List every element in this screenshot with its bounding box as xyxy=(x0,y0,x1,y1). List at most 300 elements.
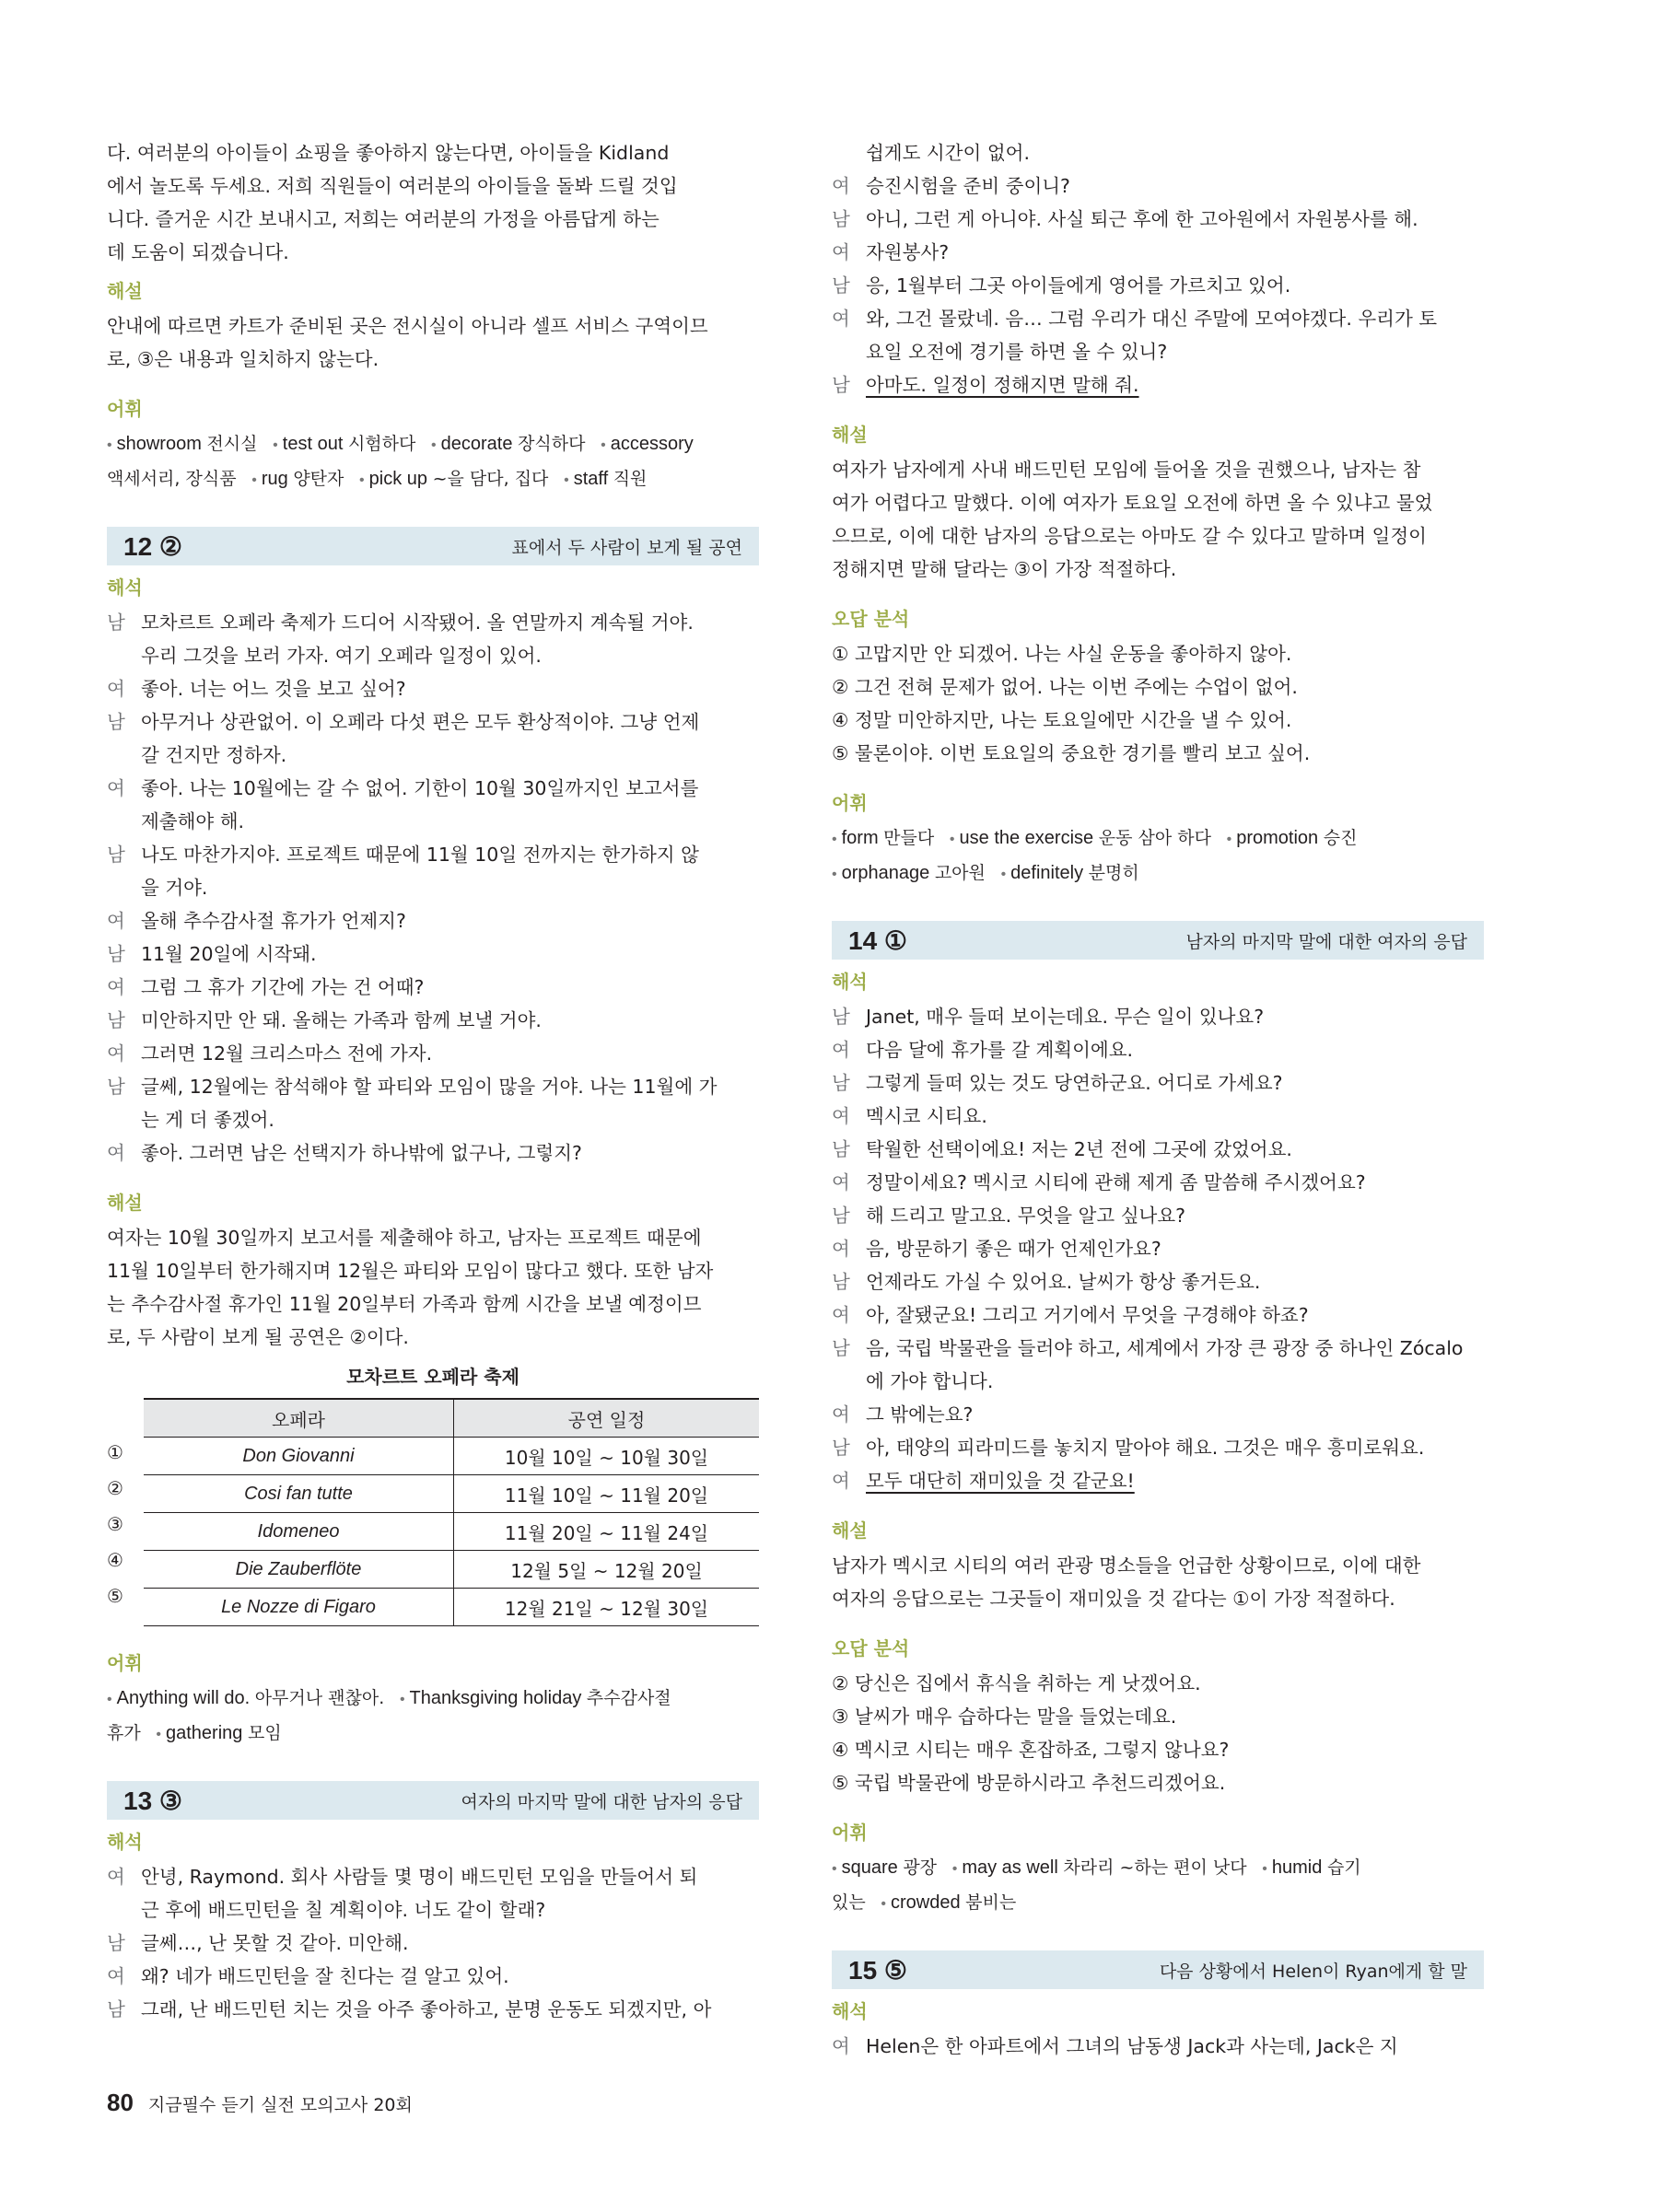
opera-row xyxy=(144,1589,759,1626)
speaker: 여 xyxy=(832,241,850,263)
q14-explanation xyxy=(832,1549,1484,1615)
q14-header-bar xyxy=(832,921,1484,960)
opera-name: Don Giovanni xyxy=(144,1438,454,1475)
dialog-text: 그렇게 들떠 있는 것도 당연하군요. 어디로 가세요? xyxy=(866,1072,1283,1094)
opera-col-header: 오페라 xyxy=(144,1399,454,1438)
dialog-text: 을 거야. xyxy=(141,877,208,899)
dialog-text: 정말이세요? 멕시코 시티에 관해 제게 좀 말씀해 주시겠어요? xyxy=(866,1171,1366,1193)
opera-row xyxy=(144,1475,759,1513)
text-line: 11월 10일부터 한가해지며 12월은 파티와 모임이 많다고 했다. 또한 남자 xyxy=(107,1260,714,1282)
q12-topic: 표에서 두 사람이 보게 될 공연 xyxy=(511,537,742,558)
speaker: 여 xyxy=(107,1142,125,1164)
bullet-icon: • xyxy=(107,1692,112,1707)
vocab-meaning: 추수감사절 xyxy=(586,1688,671,1708)
vocab-word: form xyxy=(841,828,879,848)
vocab-meaning: 전시실 xyxy=(206,434,258,454)
opera-row xyxy=(144,1438,759,1475)
text-line: 정해지면 말해 달라는 ③이 가장 적절하다. xyxy=(832,558,1177,580)
speaker: 남 xyxy=(832,1072,850,1094)
q14-explain-label: 해설 xyxy=(832,1519,868,1542)
vocab-meaning: 만들다 xyxy=(883,828,935,848)
dialog-line xyxy=(832,1033,1484,1066)
speaker: 여 xyxy=(107,910,125,932)
vocab-word: test out xyxy=(282,434,344,454)
dialog-text: 아, 태양의 피라미드를 놓치지 말아야 해요. 그것은 매우 흥미로워요. xyxy=(866,1437,1425,1459)
vocab-line xyxy=(832,821,1484,856)
dialog-text: 모차르트 오페라 축제가 드디어 시작됐어. 올 연말까지 계속될 거야. xyxy=(141,611,694,634)
speaker: 남 xyxy=(107,1009,125,1031)
dialog-line xyxy=(832,169,1484,203)
dialog-text: 갈 건지만 정하자. xyxy=(141,744,287,766)
opera-name: Die Zauberflöte xyxy=(144,1551,454,1589)
wrong-option: ⑤ 국립 박물관에 방문하시라고 추천드리겠어요. xyxy=(832,1772,1226,1794)
vocab-word: square xyxy=(841,1857,898,1878)
q13-trans-label: 해석 xyxy=(107,1831,143,1853)
q11-vocab-label: 어휘 xyxy=(107,398,143,420)
wrong-option: ④ 멕시코 시티는 매우 혼잡하죠, 그렇지 않나요? xyxy=(832,1739,1230,1761)
dialog-line xyxy=(832,1199,1484,1232)
dialog-text: 해 드리고 말고요. 무엇을 알고 싶나요? xyxy=(866,1205,1186,1227)
speaker xyxy=(107,739,141,772)
text-line: 남자가 멕시코 시티의 여러 관광 명소들을 언급한 상황이므로, 이에 대한 xyxy=(832,1554,1421,1577)
vocab-word: rug xyxy=(261,469,288,489)
dialog-line xyxy=(107,1893,759,1927)
q13-answer-line xyxy=(832,368,1484,402)
dialog-text: 우리 그것을 보러 가자. 여기 오페라 일정이 있어. xyxy=(141,645,542,667)
vocab-line xyxy=(832,856,1484,891)
dialog-line xyxy=(107,1103,759,1136)
bullet-icon: • xyxy=(359,472,365,488)
q15-number: 15 ⑤ xyxy=(848,1955,908,1985)
bullet-icon: • xyxy=(431,437,437,453)
q14-answer-line xyxy=(832,1464,1484,1497)
bullet-icon: • xyxy=(832,832,837,847)
dialog-line xyxy=(107,1960,759,1993)
vocab-meaning: 광장 xyxy=(903,1857,938,1878)
vocab-meaning: 분명히 xyxy=(1088,863,1139,883)
speaker: 남 xyxy=(832,274,850,297)
bullet-icon: • xyxy=(156,1727,161,1742)
q12-dialog xyxy=(107,606,759,1170)
text-line: 는 추수감사절 휴가인 11월 20일부터 가족과 함께 시간을 보낼 예정이므 xyxy=(107,1293,702,1315)
text-line: 로, 두 사람이 보게 될 공연은 ②이다. xyxy=(107,1326,409,1348)
speaker: 남 xyxy=(832,374,850,396)
speaker: 남 xyxy=(832,1271,850,1293)
q13-vocabulary xyxy=(832,821,1484,891)
speaker: 남 xyxy=(832,1205,850,1227)
q13-explain-label: 해설 xyxy=(832,424,868,446)
q11-explanation xyxy=(107,309,759,376)
opera-choice-numbers xyxy=(107,1398,144,1626)
vocab-meaning: 고아원 xyxy=(934,863,986,883)
dialog-line xyxy=(832,1332,1484,1365)
answer-sentence: 모두 대단히 재미있을 것 같군요! xyxy=(866,1470,1135,1492)
q14-wrong-label: 오답 분석 xyxy=(832,1637,910,1659)
vocab-meaning: 액세서리, 장식품 xyxy=(107,469,237,489)
q13-header-bar xyxy=(107,1781,759,1820)
vocab-word: gathering xyxy=(166,1723,243,1743)
dialog-text: Helen은 한 아파트에서 그녀의 남동생 Jack과 사는데, Jack은 지 xyxy=(866,2035,1398,2057)
bullet-icon: • xyxy=(273,437,278,453)
vocab-meaning: 승진 xyxy=(1323,828,1358,848)
dialog-text: 요일 오전에 경기를 하면 올 수 있니? xyxy=(866,341,1168,363)
dialog-text: 음, 방문하기 좋은 때가 언제인가요? xyxy=(866,1238,1161,1260)
dialog-text: 좋아. 그러면 남은 선택지가 하나밖에 없구나, 그렇지? xyxy=(141,1142,582,1164)
vocab-word: decorate xyxy=(440,434,513,454)
q12-vocab-label: 어휘 xyxy=(107,1652,143,1674)
schedule-col-header: 공연 일정 xyxy=(454,1399,760,1438)
q14-wrong-options xyxy=(832,1667,1484,1799)
dialog-text: 언제라도 가실 수 있어요. 날씨가 항상 좋거든요. xyxy=(866,1271,1261,1293)
opera-name: Idomeneo xyxy=(144,1513,454,1551)
vocab-meaning: 붐비는 xyxy=(965,1892,1017,1913)
vocab-meaning: 양탄자 xyxy=(293,469,344,489)
dialog-text: 아니, 그런 게 아니야. 사실 퇴근 후에 한 고아원에서 자원봉사를 해. xyxy=(866,208,1418,230)
q14-dialog xyxy=(832,1000,1484,1464)
text-line: 여가 어렵다고 말했다. 이에 여자가 토요일 오전에 하면 올 수 있냐고 물었 xyxy=(832,492,1433,514)
wrong-option: ② 당신은 집에서 휴식을 취하는 게 낫겠어요. xyxy=(832,1672,1201,1694)
opera-table-title: 모차르트 오페라 축제 xyxy=(346,1366,519,1388)
wrong-option: ④ 정말 미안하지만, 나는 토요일에만 시간을 낼 수 있어. xyxy=(832,709,1292,731)
text-line: 데 도움이 되겠습니다. xyxy=(107,241,289,263)
dialog-line xyxy=(832,236,1484,269)
dialog-line xyxy=(832,1398,1484,1431)
bullet-icon: • xyxy=(832,1861,837,1877)
dialog-line xyxy=(107,772,759,805)
dialog-line xyxy=(107,805,759,838)
q12-explanation xyxy=(107,1221,759,1354)
dialog-text: 좋아. 너는 어느 것을 보고 싶어? xyxy=(141,678,406,700)
dialog-text: 음, 국립 박물관을 들러야 하고, 세계에서 가장 큰 광장 중 하나인 Zócalo xyxy=(866,1337,1464,1359)
vocab-line xyxy=(832,1851,1484,1886)
q14-number: 14 ① xyxy=(848,926,908,955)
dialog-line xyxy=(832,1166,1484,1199)
vocab-word: accessory xyxy=(610,434,694,454)
q12-header-bar xyxy=(107,527,759,565)
dialog-line xyxy=(107,838,759,871)
speaker: 여 xyxy=(107,1866,125,1888)
vocab-meaning: 직원 xyxy=(613,469,648,489)
dialog-text: 왜? 네가 배드민턴을 잘 친다는 걸 알고 있어. xyxy=(141,1965,509,1987)
speaker xyxy=(107,871,141,904)
opera-dates: 10월 10일 ~ 10월 30일 xyxy=(454,1438,760,1475)
wrong-option: ⑤ 물론이야. 이번 토요일의 중요한 경기를 빨리 보고 싶어. xyxy=(832,742,1311,764)
q13-wrong-options xyxy=(832,637,1484,770)
opera-row xyxy=(144,1551,759,1589)
choice-number: ② xyxy=(107,1477,123,1499)
dialog-text: 다음 달에 휴가를 갈 계획이에요. xyxy=(866,1039,1134,1061)
opera-table xyxy=(144,1398,759,1626)
dialog-line xyxy=(107,871,759,904)
speaker xyxy=(107,1103,141,1136)
text-line: 으므로, 이에 대한 남자의 응답으로는 아마도 갈 수 있다고 말하며 일정이 xyxy=(832,525,1427,547)
dialog-text: 11월 20일에 시작돼. xyxy=(141,943,317,965)
q13-vocab-label: 어휘 xyxy=(832,792,868,814)
vocab-meaning: 모임 xyxy=(247,1723,282,1743)
q14-vocab-label: 어휘 xyxy=(832,1822,868,1844)
book-title: 지금필수 듣기 실전 모의고사 20회 xyxy=(147,2095,413,2115)
vocab-word: crowded xyxy=(891,1892,961,1913)
speaker: 여 xyxy=(832,2035,850,2057)
speaker: 여 xyxy=(832,308,850,330)
speaker xyxy=(832,1365,866,1398)
vocab-meaning: 습기 xyxy=(1326,1857,1361,1878)
speaker: 여 xyxy=(832,175,850,197)
speaker xyxy=(832,335,866,368)
speaker xyxy=(107,1893,141,1927)
speaker: 여 xyxy=(832,1304,850,1326)
text-line: 여자는 10월 30일까지 보고서를 제출해야 하고, 남자는 프로젝트 때문에 xyxy=(107,1227,702,1249)
opera-row xyxy=(144,1513,759,1551)
dialog-text: 글쎄…, 난 못할 것 같아. 미안해. xyxy=(141,1932,409,1954)
dialog-text: 나도 마찬가지야. 프로젝트 때문에 11월 10일 전까지는 한가하지 않 xyxy=(141,844,699,866)
dialog-line xyxy=(107,1993,759,2026)
bullet-icon: • xyxy=(564,472,569,488)
q15-topic: 다음 상황에서 Helen이 Ryan에게 할 말 xyxy=(1159,1961,1467,1982)
vocab-line xyxy=(107,462,759,497)
speaker: 남 xyxy=(107,711,125,733)
bullet-icon: • xyxy=(881,1896,886,1912)
text-line: 다. 여러분의 아이들이 쇼핑을 좋아하지 않는다면, 아이들을 Kidland xyxy=(107,142,670,164)
speaker: 남 xyxy=(107,611,125,634)
dialog-text: 와, 그건 몰랐네. 음… 그럼 우리가 대신 주말에 모여야겠다. 우리가 토 xyxy=(866,308,1438,330)
vocab-word: orphanage xyxy=(841,863,930,883)
dialog-line xyxy=(832,1298,1484,1332)
choice-number: ① xyxy=(107,1441,123,1463)
dialog-text: 응, 1월부터 그곳 아이들에게 영어를 가르치고 있어. xyxy=(866,274,1291,297)
opera-name: Le Nozze di Figaro xyxy=(144,1589,454,1626)
q13-explanation xyxy=(832,453,1484,586)
bullet-icon: • xyxy=(399,1692,405,1707)
speaker: 여 xyxy=(107,777,125,799)
speaker: 여 xyxy=(107,678,125,700)
dialog-line xyxy=(832,302,1484,335)
speaker: 여 xyxy=(107,1042,125,1065)
vocab-meaning: 차라리 ~하는 편이 낫다 xyxy=(1063,1857,1247,1878)
vocab-word: Thanksgiving holiday xyxy=(409,1688,582,1708)
speaker: 여 xyxy=(832,1470,850,1492)
dialog-line xyxy=(107,1860,759,1893)
q12-explain-label: 해설 xyxy=(107,1192,143,1214)
vocab-meaning: 있는 xyxy=(832,1892,866,1913)
opera-table-wrap xyxy=(107,1398,759,1626)
choice-number: ⑤ xyxy=(107,1585,123,1607)
bullet-icon: • xyxy=(1000,867,1007,882)
dialog-line xyxy=(832,2030,1484,2063)
q13-dialog-continued: 쉽게도 시간이 없어. xyxy=(866,142,1030,164)
speaker: 여 xyxy=(832,1403,850,1426)
vocab-line xyxy=(107,1682,759,1717)
text-line: 여자가 남자에게 사내 배드민턴 모임에 들어올 것을 권했으나, 남자는 참 xyxy=(832,459,1421,481)
dialog-text: 멕시코 시티요. xyxy=(866,1105,987,1127)
speaker: 남 xyxy=(107,1932,125,1954)
dialog-line xyxy=(107,937,759,971)
speaker: 남 xyxy=(107,1998,125,2020)
q14-topic: 남자의 마지막 말에 대한 여자의 응답 xyxy=(1185,931,1467,952)
bullet-icon: • xyxy=(1226,832,1232,847)
speaker: 여 xyxy=(107,1965,125,1987)
speaker: 여 xyxy=(832,1171,850,1193)
opera-dates: 11월 20일 ~ 11월 24일 xyxy=(454,1513,760,1551)
dialog-line xyxy=(832,1365,1484,1398)
opera-dates: 12월 5일 ~ 12월 20일 xyxy=(454,1551,760,1589)
q12-number: 12 ② xyxy=(123,531,183,561)
vocab-word: humid xyxy=(1271,1857,1323,1878)
dialog-line xyxy=(107,1037,759,1070)
dialog-text: 근 후에 배드민턴을 칠 계획이야. 너도 같이 할래? xyxy=(141,1899,546,1921)
speaker: 남 xyxy=(832,1006,850,1028)
speaker: 남 xyxy=(832,1138,850,1160)
dialog-line xyxy=(107,639,759,672)
speaker xyxy=(107,639,141,672)
wrong-option: ① 고맙지만 안 되겠어. 나는 사실 운동을 좋아하지 않아. xyxy=(832,643,1292,665)
bullet-icon: • xyxy=(1262,1861,1267,1877)
dialog-text: 탁월한 선택이에요! 저는 2년 전에 그곳에 갔었어요. xyxy=(866,1138,1292,1160)
dialog-line xyxy=(832,1133,1484,1166)
text-line: 로, ③은 내용과 일치하지 않는다. xyxy=(107,348,379,370)
q11-translation-end xyxy=(107,136,759,269)
vocab-line xyxy=(832,1886,1484,1921)
dialog-text: 안녕, Raymond. 회사 사람들 몇 명이 배드민턴 모임을 만들어서 퇴 xyxy=(141,1866,698,1888)
vocab-meaning: 휴가 xyxy=(107,1723,141,1743)
text-line: 에서 놀도록 두세요. 저희 직원들이 여러분의 아이들을 돌봐 드릴 것입 xyxy=(107,175,678,197)
speaker: 남 xyxy=(107,1076,125,1098)
speaker: 여 xyxy=(832,1039,850,1061)
dialog-line xyxy=(107,1070,759,1103)
dialog-text: Janet, 매우 들떠 보이는데요. 무슨 일이 있나요? xyxy=(866,1006,1265,1028)
opera-dates: 11월 10일 ~ 11월 20일 xyxy=(454,1475,760,1513)
bullet-icon: • xyxy=(601,437,606,453)
dialog-text: 자원봉사? xyxy=(866,241,950,263)
dialog-line xyxy=(107,1927,759,1960)
vocab-word: showroom xyxy=(116,434,202,454)
text-line: 니다. 즐거운 시간 보내시고, 저희는 여러분의 가정을 아름답게 하는 xyxy=(107,208,659,230)
dialog-line xyxy=(107,606,759,639)
vocab-word: staff xyxy=(573,469,609,489)
dialog-text: 는 게 더 좋겠어. xyxy=(141,1109,274,1131)
dialog-text: 그러면 12월 크리스마스 전에 가자. xyxy=(141,1042,433,1065)
dialog-text: 올해 추수감사절 휴가가 언제지? xyxy=(141,910,406,932)
dialog-text: 그럼 그 휴가 기간에 가는 건 어때? xyxy=(141,976,425,998)
q15-header-bar xyxy=(832,1950,1484,1989)
q14-trans-label: 해석 xyxy=(832,971,868,993)
dialog-line xyxy=(107,739,759,772)
speaker: 여 xyxy=(107,976,125,998)
vocab-line xyxy=(107,1717,759,1752)
dialog-line xyxy=(832,1066,1484,1100)
answer-sentence: 아마도. 일정이 정해지면 말해 줘. xyxy=(866,374,1139,396)
dialog-line xyxy=(832,1232,1484,1265)
dialog-line xyxy=(107,1004,759,1037)
dialog-line xyxy=(832,335,1484,368)
wrong-option: ② 그건 전혀 문제가 없어. 나는 이번 주에는 수업이 없어. xyxy=(832,676,1298,698)
vocab-word: use the exercise xyxy=(959,828,1094,848)
speaker: 남 xyxy=(107,943,125,965)
opera-name: Cosi fan tutte xyxy=(144,1475,454,1513)
speaker: 여 xyxy=(832,1105,850,1127)
page-number: 80 xyxy=(107,2089,134,2116)
dialog-line xyxy=(107,971,759,1004)
dialog-text: 글쎄, 12월에는 참석해야 할 파티와 모임이 많을 거야. 나는 11월에 가 xyxy=(141,1076,718,1098)
vocab-line xyxy=(107,427,759,462)
choice-number: ③ xyxy=(107,1513,123,1535)
q13-number: 13 ③ xyxy=(123,1786,183,1815)
vocab-word: may as well xyxy=(962,1857,1058,1878)
dialog-text: 아무거나 상관없어. 이 오페라 다섯 편은 모두 환상적이야. 그냥 언제 xyxy=(141,711,700,733)
dialog-text: 승진시험을 준비 중이니? xyxy=(866,175,1070,197)
dialog-line xyxy=(107,904,759,937)
dialog-line xyxy=(832,269,1484,302)
dialog-line xyxy=(107,1136,759,1170)
q13-topic: 여자의 마지막 말에 대한 남자의 응답 xyxy=(461,1791,742,1812)
speaker xyxy=(107,805,141,838)
speaker: 남 xyxy=(832,1437,850,1459)
q11-vocabulary xyxy=(107,427,759,497)
vocab-meaning: 시험하다 xyxy=(347,434,416,454)
vocab-meaning: 운동 삼아 하다 xyxy=(1098,828,1211,848)
left-column xyxy=(107,136,759,2026)
dialog-text: 좋아. 나는 10월에는 갈 수 없어. 기한이 10월 30일까지인 보고서를 xyxy=(141,777,699,799)
vocab-meaning: 장식하다 xyxy=(518,434,586,454)
dialog-line xyxy=(832,1431,1484,1464)
bullet-icon: • xyxy=(107,437,112,453)
dialog-text: 그래, 난 배드민턴 치는 것을 아주 좋아하고, 분명 운동도 되겠지만, 아 xyxy=(141,1998,712,2020)
vocab-meaning: ~을 담다, 집다 xyxy=(432,469,549,489)
q13-dialog-cont xyxy=(832,169,1484,368)
vocab-word: promotion xyxy=(1236,828,1319,848)
bullet-icon: • xyxy=(949,832,955,847)
q12-vocabulary xyxy=(107,1682,759,1752)
q12-trans-label: 해석 xyxy=(107,576,143,599)
bullet-icon: • xyxy=(951,1861,958,1877)
page-footer xyxy=(107,2089,413,2117)
dialog-line xyxy=(832,1000,1484,1033)
q15-trans-label: 해석 xyxy=(832,2000,868,2022)
dialog-text: 그 밖에는요? xyxy=(866,1403,974,1426)
dialog-line xyxy=(107,672,759,705)
choice-number: ④ xyxy=(107,1549,123,1571)
q13-wrong-label: 오답 분석 xyxy=(832,608,910,630)
dialog-text: 제출해야 해. xyxy=(141,810,245,832)
dialog-text: 에 가야 합니다. xyxy=(866,1370,994,1392)
q15-dialog xyxy=(832,2030,1484,2063)
wrong-option: ③ 날씨가 매우 습하다는 말을 들었는데요. xyxy=(832,1706,1177,1728)
speaker: 남 xyxy=(832,208,850,230)
right-column xyxy=(832,136,1484,2063)
dialog-line xyxy=(107,705,759,739)
speaker: 남 xyxy=(107,844,125,866)
vocab-word: pick up xyxy=(368,469,428,489)
opera-dates: 12월 21일 ~ 12월 30일 xyxy=(454,1589,760,1626)
bullet-icon: • xyxy=(251,472,257,488)
q14-vocabulary xyxy=(832,1851,1484,1921)
text-line: 여자의 응답으로는 그곳들이 재미있을 것 같다는 ①이 가장 적절하다. xyxy=(832,1588,1395,1610)
vocab-meaning: 아무거나 괜찮아. xyxy=(254,1688,385,1708)
speaker: 남 xyxy=(832,1337,850,1359)
q11-explain-label: 해설 xyxy=(107,280,143,302)
dialog-line xyxy=(832,1265,1484,1298)
bullet-icon: • xyxy=(832,867,837,882)
dialog-line xyxy=(832,1100,1484,1133)
vocab-word: Anything will do. xyxy=(116,1688,251,1708)
vocab-word: definitely xyxy=(1010,863,1084,883)
dialog-text: 미안하지만 안 돼. 올해는 가족과 함께 보낼 거야. xyxy=(141,1009,542,1031)
dialog-line xyxy=(832,203,1484,236)
speaker: 여 xyxy=(832,1238,850,1260)
text-line: 안내에 따르면 카트가 준비된 곳은 전시실이 아니라 셀프 서비스 구역이므 xyxy=(107,315,708,337)
q13-dialog xyxy=(107,1860,759,2026)
dialog-text: 아, 잘됐군요! 그리고 거기에서 무엇을 구경해야 하죠? xyxy=(866,1304,1309,1326)
